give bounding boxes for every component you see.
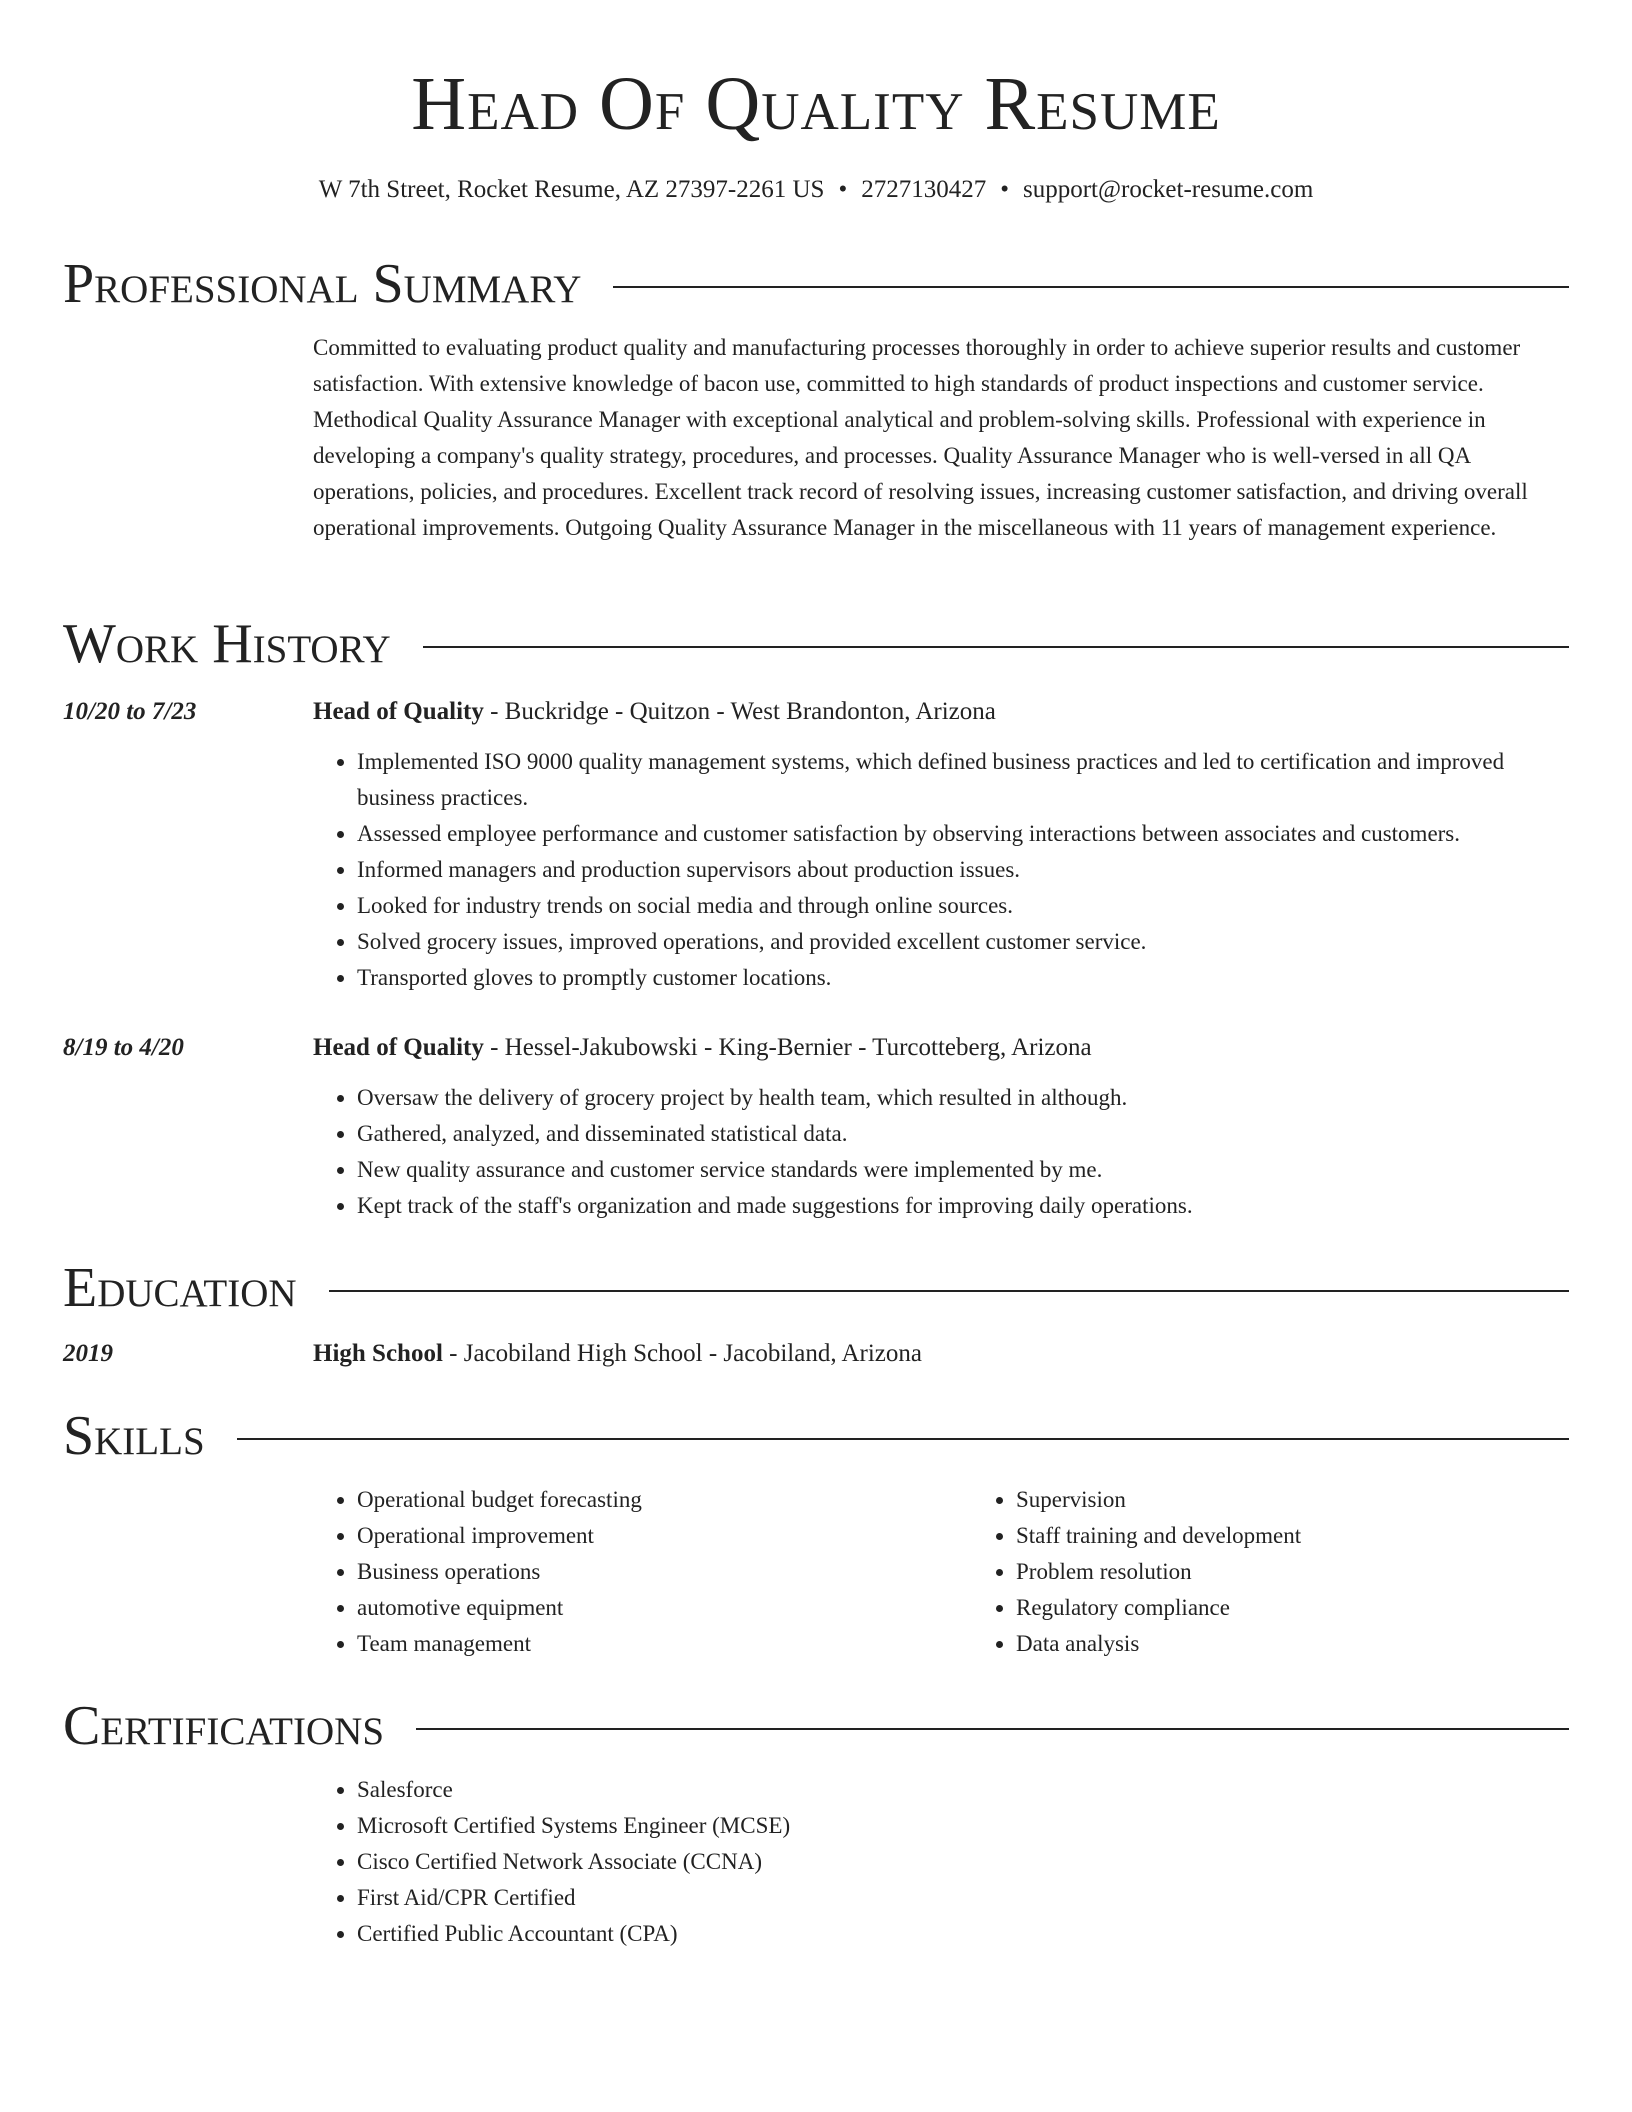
list-item: • Problem resolution bbox=[1016, 1554, 1631, 1590]
list-item: • Team management bbox=[357, 1626, 972, 1662]
list-item: • Salesforce bbox=[357, 1772, 1569, 1808]
job-company: - Hessel-Jakubowski - King-Bernier - Turcotteberg, Arizona bbox=[483, 1034, 1092, 1061]
list-item: • Supervision bbox=[1016, 1482, 1631, 1518]
list-item: • First Aid/CPR Certified bbox=[357, 1880, 1569, 1916]
list-item: • Oversaw the delivery of grocery project by health team, which resulted in although. bbox=[357, 1080, 1569, 1116]
resume-title: Head Of Quality Resume bbox=[411, 62, 1221, 146]
list-item: • Certified Public Accountant (CPA) bbox=[357, 1916, 1569, 1952]
contact-separator: • bbox=[838, 176, 848, 203]
section-divider bbox=[416, 1728, 1569, 1730]
certifications-heading: Certifications bbox=[63, 1695, 385, 1757]
contact-line bbox=[63, 174, 1569, 206]
skills-grid bbox=[313, 1482, 1569, 1662]
education-degree: High School bbox=[313, 1340, 443, 1367]
skills-heading: Skills bbox=[63, 1405, 205, 1467]
summary-body bbox=[313, 330, 1569, 546]
list-item: • Business operations bbox=[357, 1554, 972, 1590]
job-dates: 10/20 to 7/23 bbox=[63, 698, 197, 725]
list-item: • Implemented ISO 9000 quality management systems, which defined business practices and led to certification and improved business practices. bbox=[357, 744, 1569, 816]
list-item: • Operational budget forecasting bbox=[357, 1482, 972, 1518]
summary-heading: Professional Summary bbox=[63, 253, 582, 315]
skills-header bbox=[63, 1404, 1569, 1468]
contact-separator: • bbox=[1000, 176, 1009, 203]
list-item: • Assessed employee performance and customer satisfaction by observing interactions between associates and customers. bbox=[357, 816, 1569, 852]
list-item: • New quality assurance and customer service standards were implemented by me. bbox=[357, 1152, 1569, 1188]
job-heading bbox=[313, 1030, 1569, 1066]
list-item: • Transported gloves to promptly customer locations. bbox=[357, 960, 1569, 996]
list-item: • Staff training and development bbox=[1016, 1518, 1631, 1554]
job-entry bbox=[63, 694, 1569, 996]
section-divider bbox=[329, 1290, 1569, 1292]
job-entry bbox=[63, 1030, 1569, 1224]
section-divider bbox=[423, 646, 1569, 648]
skills-list-left bbox=[313, 1482, 972, 1662]
list-item: • Data analysis bbox=[1016, 1626, 1631, 1662]
job-bullets bbox=[313, 744, 1569, 996]
skills-list-right bbox=[972, 1482, 1631, 1662]
work-history-header bbox=[63, 612, 1569, 676]
job-title: Head of Quality bbox=[313, 1034, 484, 1061]
job-title: Head of Quality bbox=[313, 698, 484, 725]
education-entry bbox=[63, 1336, 1569, 1372]
certifications-list bbox=[313, 1772, 1569, 1952]
education-heading: Education bbox=[63, 1257, 297, 1319]
list-item: • Kept track of the staff's organization and made suggestions for improving daily operations. bbox=[357, 1188, 1569, 1224]
education-school: - Jacobiland High School - Jacobiland, Arizona bbox=[442, 1340, 922, 1367]
work-history-heading: Work History bbox=[63, 613, 391, 675]
contact-phone: 2727130427 bbox=[861, 176, 987, 203]
section-divider bbox=[237, 1438, 1569, 1440]
education-year: 2019 bbox=[63, 1340, 113, 1367]
job-heading bbox=[313, 694, 1569, 730]
job-main bbox=[313, 1030, 1569, 1224]
list-item: • Looked for industry trends on social media and through online sources. bbox=[357, 888, 1569, 924]
list-item: • Cisco Certified Network Associate (CCNA) bbox=[357, 1844, 1569, 1880]
summary-header bbox=[63, 252, 1569, 316]
list-item: • automotive equipment bbox=[357, 1590, 972, 1626]
section-divider bbox=[613, 286, 1569, 288]
contact-email[interactable]: support@rocket-resume.com bbox=[1022, 176, 1314, 203]
skills-section bbox=[63, 1404, 1569, 1662]
list-item: • Informed managers and production supervisors about production issues. bbox=[357, 852, 1569, 888]
list-item: • Microsoft Certified Systems Engineer (MCSE) bbox=[357, 1808, 1569, 1844]
education-section bbox=[63, 1256, 1569, 1372]
list-item: • Solved grocery issues, improved operations, and provided excellent customer service. bbox=[357, 924, 1569, 960]
certifications-section bbox=[63, 1694, 1569, 1952]
certifications-body bbox=[313, 1772, 1569, 1952]
list-item: • Operational improvement bbox=[357, 1518, 972, 1554]
education-header bbox=[63, 1256, 1569, 1320]
job-dates: 8/19 to 4/20 bbox=[63, 1034, 184, 1061]
contact-address: W 7th Street, Rocket Resume, AZ 27397-2261 US bbox=[318, 176, 825, 203]
education-main bbox=[313, 1336, 1569, 1372]
job-bullets bbox=[313, 1080, 1569, 1224]
job-main bbox=[313, 694, 1569, 996]
summary-text: Committed to evaluating product quality and manufacturing processes thoroughly in order to achieve superior results and customer satisfaction. With extensive knowledge of bacon use, committed to high standards of product inspections and customer service. Methodical Quality Assurance Manager with exceptional analytical and problem-solving skills. Professional with experience in developing a company's quality strategy, procedures, and processes. Quality Assurance Manager who is well-versed in all QA operations, policies, and procedures. Excellent track record of resolving issues, increasing customer satisfaction, and driving overall operational improvements. Outgoing Quality Assurance Manager in the miscellaneous with 11 years of management experience. bbox=[313, 335, 1528, 540]
list-item: • Regulatory compliance bbox=[1016, 1590, 1631, 1626]
list-item: • Gathered, analyzed, and disseminated statistical data. bbox=[357, 1116, 1569, 1152]
job-company: - Buckridge - Quitzon - West Brandonton, Arizona bbox=[483, 698, 996, 725]
work-history-section bbox=[63, 612, 1569, 1224]
summary-section bbox=[63, 252, 1569, 546]
certifications-header bbox=[63, 1694, 1569, 1758]
